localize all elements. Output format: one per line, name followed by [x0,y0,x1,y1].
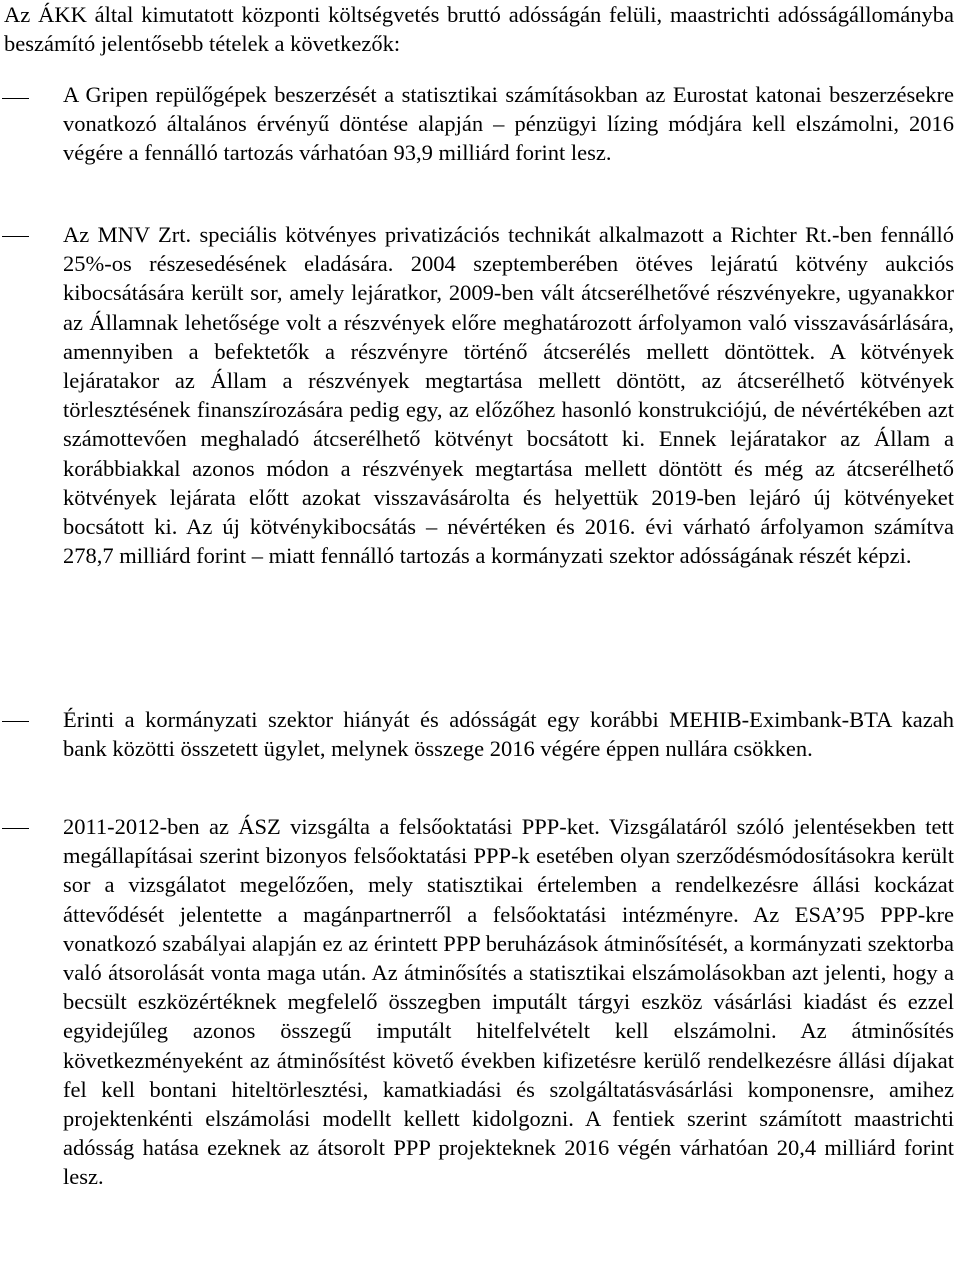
intro-paragraph: Az ÁKK által kimutatott központi költségvetés bruttó adósságán felüli, maastrichti adósságállományba beszámító jelentősebb tételek a következők: [4,2,954,57]
list-dash [2,98,29,99]
list-item-text: Az MNV Zrt. speciális kötvényes privatizációs technikát alkalmazott a Richter Rt.-ben fennálló 25%-os részesedésének eladására. 2004 szeptemberében ötéves lejáratú kötvény aukciós kibocsátására került sor, amely lejáratkor, 2009-ben vált átcserélhetővé részvényekre, ugyanakkor az Államnak lehetősége volt a részvények előre meghatározott árfolyamon való visszavásárlására, amennyiben a befektetők a részvényre történő átcserélés mellett döntöttek. A kötvények lejáratakor az Állam a részvények megtartása mellett döntött, az átcserélhető kötvények törlesztésének finanszírozására pedig egy, az előzőhez hasonló konstrukciójú, de névértékében azt számottevően meghaladó átcserélhető kötvényt bocsátott ki. Ennek lejáratakor az Állam a korábbiakkal azonos módon a részvények megtartása mellett döntött és még az átcserélhető kötvények lejárata előtt azokat visszavásárolta és helyettük 2019-ben lejáró új kötvényeket bocsátott ki. Az új kötvénykibocsátás – névértéken és 2016. évi várható árfolyamon számítva 278,7 milliárd forint – miatt fennálló tartozás a kormányzati szektor adósságának részét képzi. [63,222,954,569]
list-item-text: Érinti a kormányzati szektor hiányát és adósságát egy korábbi MEHIB-Eximbank-BTA kazah bank közötti összetett ügylet, melynek összege 2016 végére éppen nullára csökken. [63,707,954,762]
list-dash [2,236,29,237]
list-item-text: A Gripen repülőgépek beszerzését a statisztikai számításokban az Eurostat katonai beszerzésekre vonatkozó általános érvényű döntése alapján – pénzügyi lízing módjára kell elszámolni, 2016 végére a fennálló tartozás várhatóan 93,9 milliárd forint lesz. [63,82,954,166]
list-dash [2,721,29,722]
list-item-text: 2011-2012-ben az ÁSZ vizsgálta a felsőoktatási PPP-ket. Vizsgálatáról szóló jelentésekben tett megállapításai szerint bizonyos felsőoktatási PPP-k esetében olyan szerződésmódosításokra került sor a vizsgálatot megelőzően, mely statisztikai értelemben a rendelkezésre állási kockázat áttevődését jelentette a magánpartnerről a felsőoktatási intézményre. Az ESA’95 PPP-kre vonatkozó szabályai alapján ez az érintett PPP beruházások átminősítését, a kormányzati szektorba való átsorolását vonta maga után. Az átminősítés a statisztikai elszámolásokban azt jelenti, hogy a becsült eszközértéknek megfelelő összegben imputált tárgyi eszköz vásárlási kiadást és ezzel egyidejűleg azonos összegű imputált hitelfelvételt kell elszámolni. Az átminősítés következményeként az átminősítést követő években kifizetésre kerülő rendelkezésre állási díjakat fel kell bontani hiteltörlesztési, kamatkiadási és szolgáltatásvásárlási komponensre, amihez projektenkénti elszámolási modellt kellett kidolgozni. A fentiek szerint számított maastrichti adósság hatása ezeknek az átsorolt PPP projekteknek 2016 végén várhatóan 20,4 milliárd forint lesz. [63,814,954,1190]
list-dash [2,828,29,829]
